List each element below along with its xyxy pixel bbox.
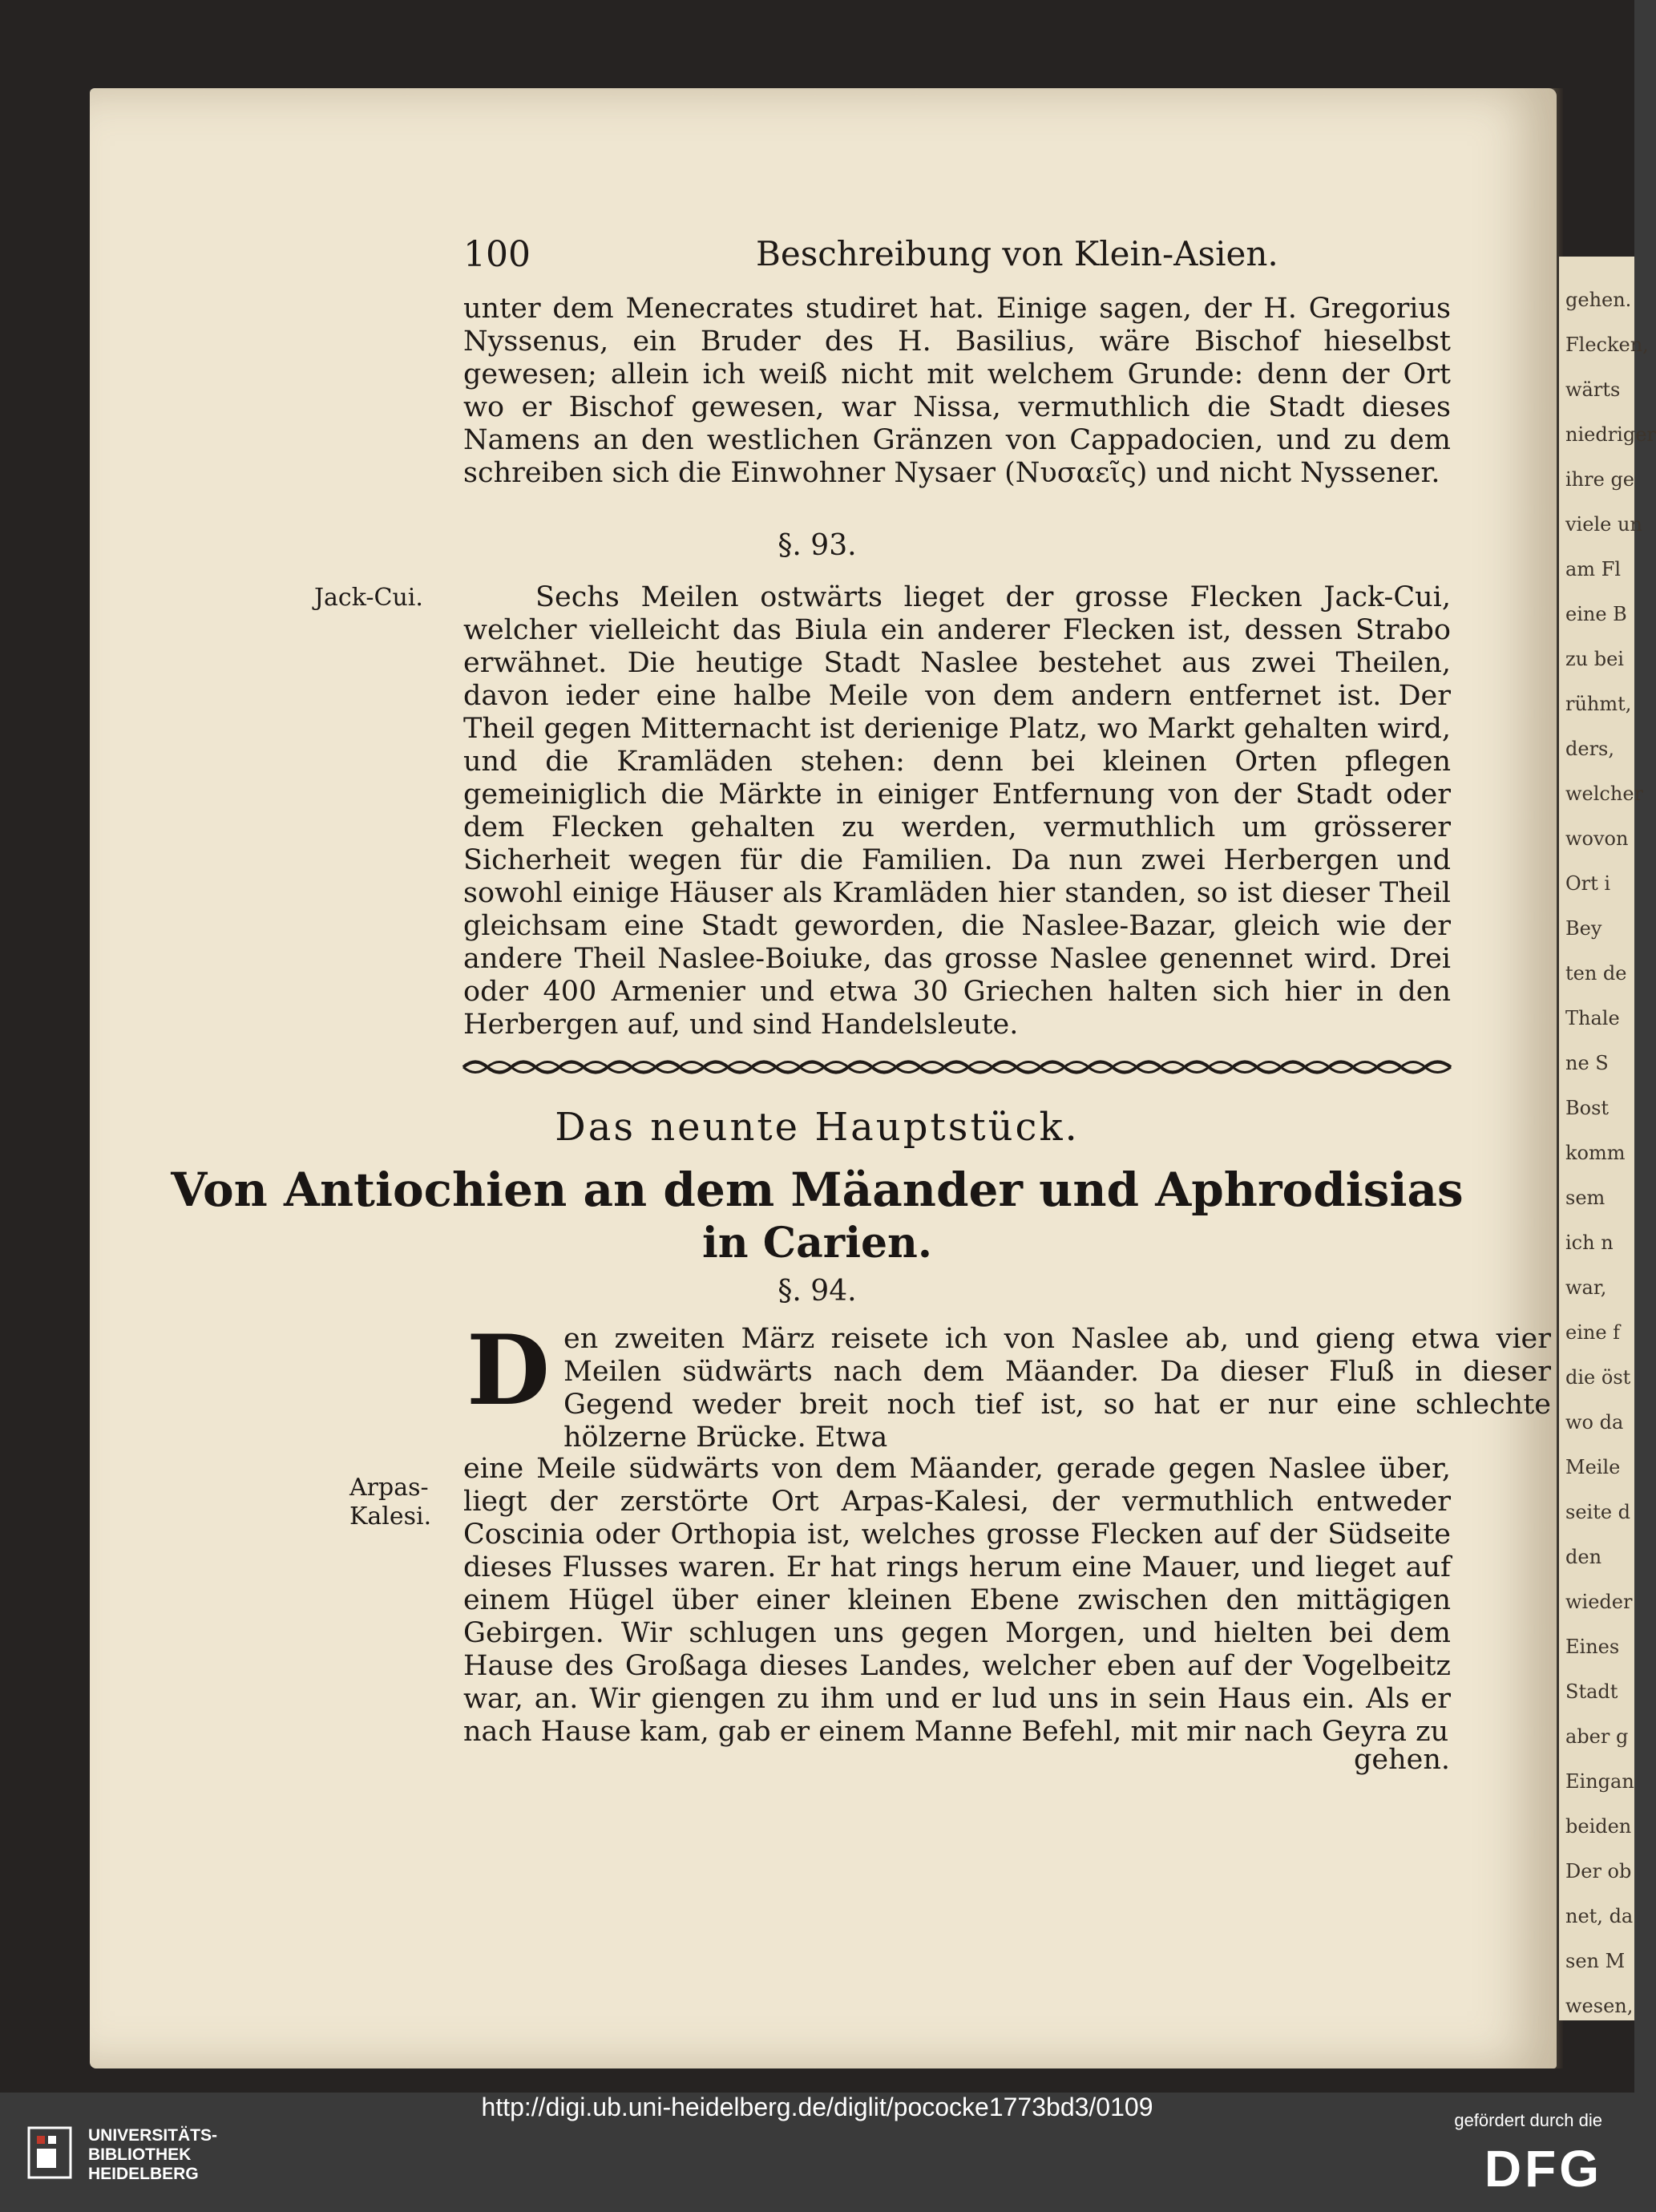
chapter-number: Das neunte Hauptstück. <box>555 1105 1080 1150</box>
next-page-fragment: aber g <box>1565 1725 1629 1748</box>
running-head: Beschreibung von Klein-Asien. <box>756 234 1278 273</box>
sponsor-text: gefördert durch die <box>1454 2110 1602 2130</box>
page-header <box>463 234 1345 282</box>
next-page-fragment: wo da <box>1565 1411 1624 1434</box>
next-page-fragment: Bey <box>1565 917 1602 940</box>
next-page-fragment: ne S <box>1565 1052 1609 1074</box>
paragraph-3-rest: eine Meile südwärts von dem Mäander, gerade gegen Naslee über, liegt der zerstörte Ort Arpas-Kalesi, der vermuthlich entweder Coscinia oder Orthopia ist, welches grosse Flecken auf der Südseite dieses Flusses waren. Er hat rings herum eine Mauer, und lieget auf einem Hügel über einer kleinen Ebene zwischen den mittägigen Gebirgen. Wir schlugen uns gegen Morgen, und hielten bei dem Hause des Großaga dieses Landes, welcher eben auf der Vogelbeitz war, an. Wir giengen zu ihm und er lud uns in sein Haus ein. Als er nach Hause kam, gab er einem Manne Befehl, mit mir nach Geyra zu <box>463 1453 1451 1748</box>
permalink-url[interactable]: http://digi.ub.uni-heidelberg.de/diglit/pococke1773bd3/0109 <box>481 2093 1153 2121</box>
next-page-fragment: am Fl <box>1565 558 1622 580</box>
next-page-fragment: Thale <box>1565 1007 1620 1029</box>
next-page-fragment: Ort i <box>1565 872 1611 895</box>
margin-note-jack-cui: Jack-Cui. <box>314 584 423 612</box>
next-page-fragment: viele un <box>1565 513 1642 536</box>
next-page-fragment: eine B <box>1565 603 1627 625</box>
margin-note-line-1: Arpas- <box>349 1474 429 1502</box>
viewer-footer <box>0 2093 1634 2212</box>
next-page-fragment: die öst <box>1565 1366 1631 1389</box>
next-page-fragment: gehen. <box>1565 289 1632 311</box>
paragraph-1: unter dem Menecrates studiret hat. Einige sagen, der H. Gregorius Nyssenus, ein Bruder des H. Basilius, wäre Bischof hieselbst gewesen; allein ich weiß nicht mit welchem Grunde: denn der Ort wo er Bischof gewesen, war Nissa, vermuthlich die Stadt dieses Namens an den westlichen Gränzen von Cappadocien, und zu dem schreiben sich die Einwohner Nysaer (Νυσαεῖς) und nicht Nyssener. <box>463 293 1451 489</box>
next-page-fragment: Der ob <box>1565 1860 1632 1882</box>
dfg-logo: DFG <box>1484 2140 1602 2198</box>
next-page-fragment: Eingan <box>1565 1770 1634 1793</box>
next-page-fragment: wovon <box>1565 827 1629 850</box>
next-page-fragment: den <box>1565 1546 1602 1568</box>
next-page-fragment: Eines <box>1565 1636 1620 1658</box>
section-number-94: §. 94. <box>778 1275 857 1308</box>
ornamental-rule <box>463 1057 1451 1078</box>
next-page-fragment: ich n <box>1565 1231 1614 1254</box>
chapter-title-line-1: Von Antiochien an dem Mäander und Aphrodisias <box>171 1163 1464 1217</box>
margin-note-arpas-kalesi <box>349 1474 431 1531</box>
next-page-fragment: beiden <box>1565 1815 1632 1838</box>
catchword: gehen. <box>1353 1744 1450 1776</box>
next-page-fragment: wieder <box>1565 1591 1633 1613</box>
next-page-fragment: sem <box>1565 1187 1606 1209</box>
page-number: 100 <box>463 234 531 275</box>
next-page-fragment: eine f <box>1565 1321 1621 1344</box>
university-name-line-2: BIBLIOTHEK <box>88 2145 192 2164</box>
decorated-initial: D <box>467 1314 551 1427</box>
margin-note-line-2: Kalesi. <box>349 1502 432 1531</box>
next-page-fragment: Flecken, <box>1565 334 1649 356</box>
next-page-fragment: wesen, <box>1565 1995 1634 2017</box>
chapter-title-line-2: in Carien. <box>702 1219 932 1268</box>
next-page-fragment: seite d <box>1565 1501 1631 1523</box>
next-page-fragment: welcher <box>1565 782 1643 805</box>
next-page-fragment: Meile <box>1565 1456 1621 1478</box>
next-page-fragment: ihre ge <box>1565 468 1635 491</box>
next-page-fragment: rühmt, <box>1565 693 1632 715</box>
university-name <box>88 2126 217 2184</box>
next-page-fragment: net, da <box>1565 1905 1634 1927</box>
section-number-93: §. 93. <box>778 529 857 562</box>
university-name-line-3: HEIDELBERG <box>88 2165 199 2183</box>
next-page-fragment: ten de <box>1565 962 1627 985</box>
next-page-fragment: Stadt <box>1565 1680 1618 1703</box>
next-page-fragment: komm <box>1565 1142 1626 1164</box>
next-page-fragment: niedriger <box>1565 423 1656 446</box>
next-page-fragment: war, <box>1565 1276 1607 1299</box>
next-page-fragment: zu bei <box>1565 648 1624 670</box>
next-page-fragment: sen M <box>1565 1950 1626 1972</box>
next-page-fragment: wärts <box>1565 378 1621 401</box>
university-seal-icon <box>26 2125 74 2181</box>
next-page-fragment: Bost <box>1565 1097 1610 1119</box>
paragraph-2: Sechs Meilen ostwärts lieget der grosse Flecken Jack-Cui, welcher vielleicht das Biula ein anderer Flecken ist, dessen Strabo erwähnet. Die heutige Stadt Naslee bestehet aus zwei Theilen, davon ieder eine halbe Meile von dem andern entfernet ist. Der Theil gegen Mitternacht ist derienige Platz, wo Markt gehalten wird, und die Kramläden stehen: denn bei kleinen Orten pflegen gemeiniglich die Märkte in einiger Entfernung von der Stadt oder dem Flecken gehalten zu werden, vermuthlich um grösserer Sicherheit wegen für die Familien. Da nun zwei Herbergen und sowohl einige Häuser als Kramläden hier standen, so ist dieser Theil gleichsam eine Stadt geworden, die Naslee-Bazar, gleich wie der andere Theil Naslee-Boiuke, das grosse Naslee genennet wird. Drei oder 400 Armenier und etwa 30 Griechen halten sich hier in den Herbergen auf, und sind Handelsleute. <box>463 581 1451 1041</box>
next-page-fragment: ders, <box>1565 738 1614 760</box>
university-name-line-1: UNIVERSITÄTS- <box>88 2126 218 2145</box>
paragraph-3-start: en zweiten März reisete ich von Naslee ab, und gieng etwa vier Meilen südwärts nach dem Mäander. Da dieser Fluß in dieser Gegend weder breit noch tief ist, so hat er nur eine schlechte hölzerne Brücke. Etwa <box>563 1323 1551 1454</box>
